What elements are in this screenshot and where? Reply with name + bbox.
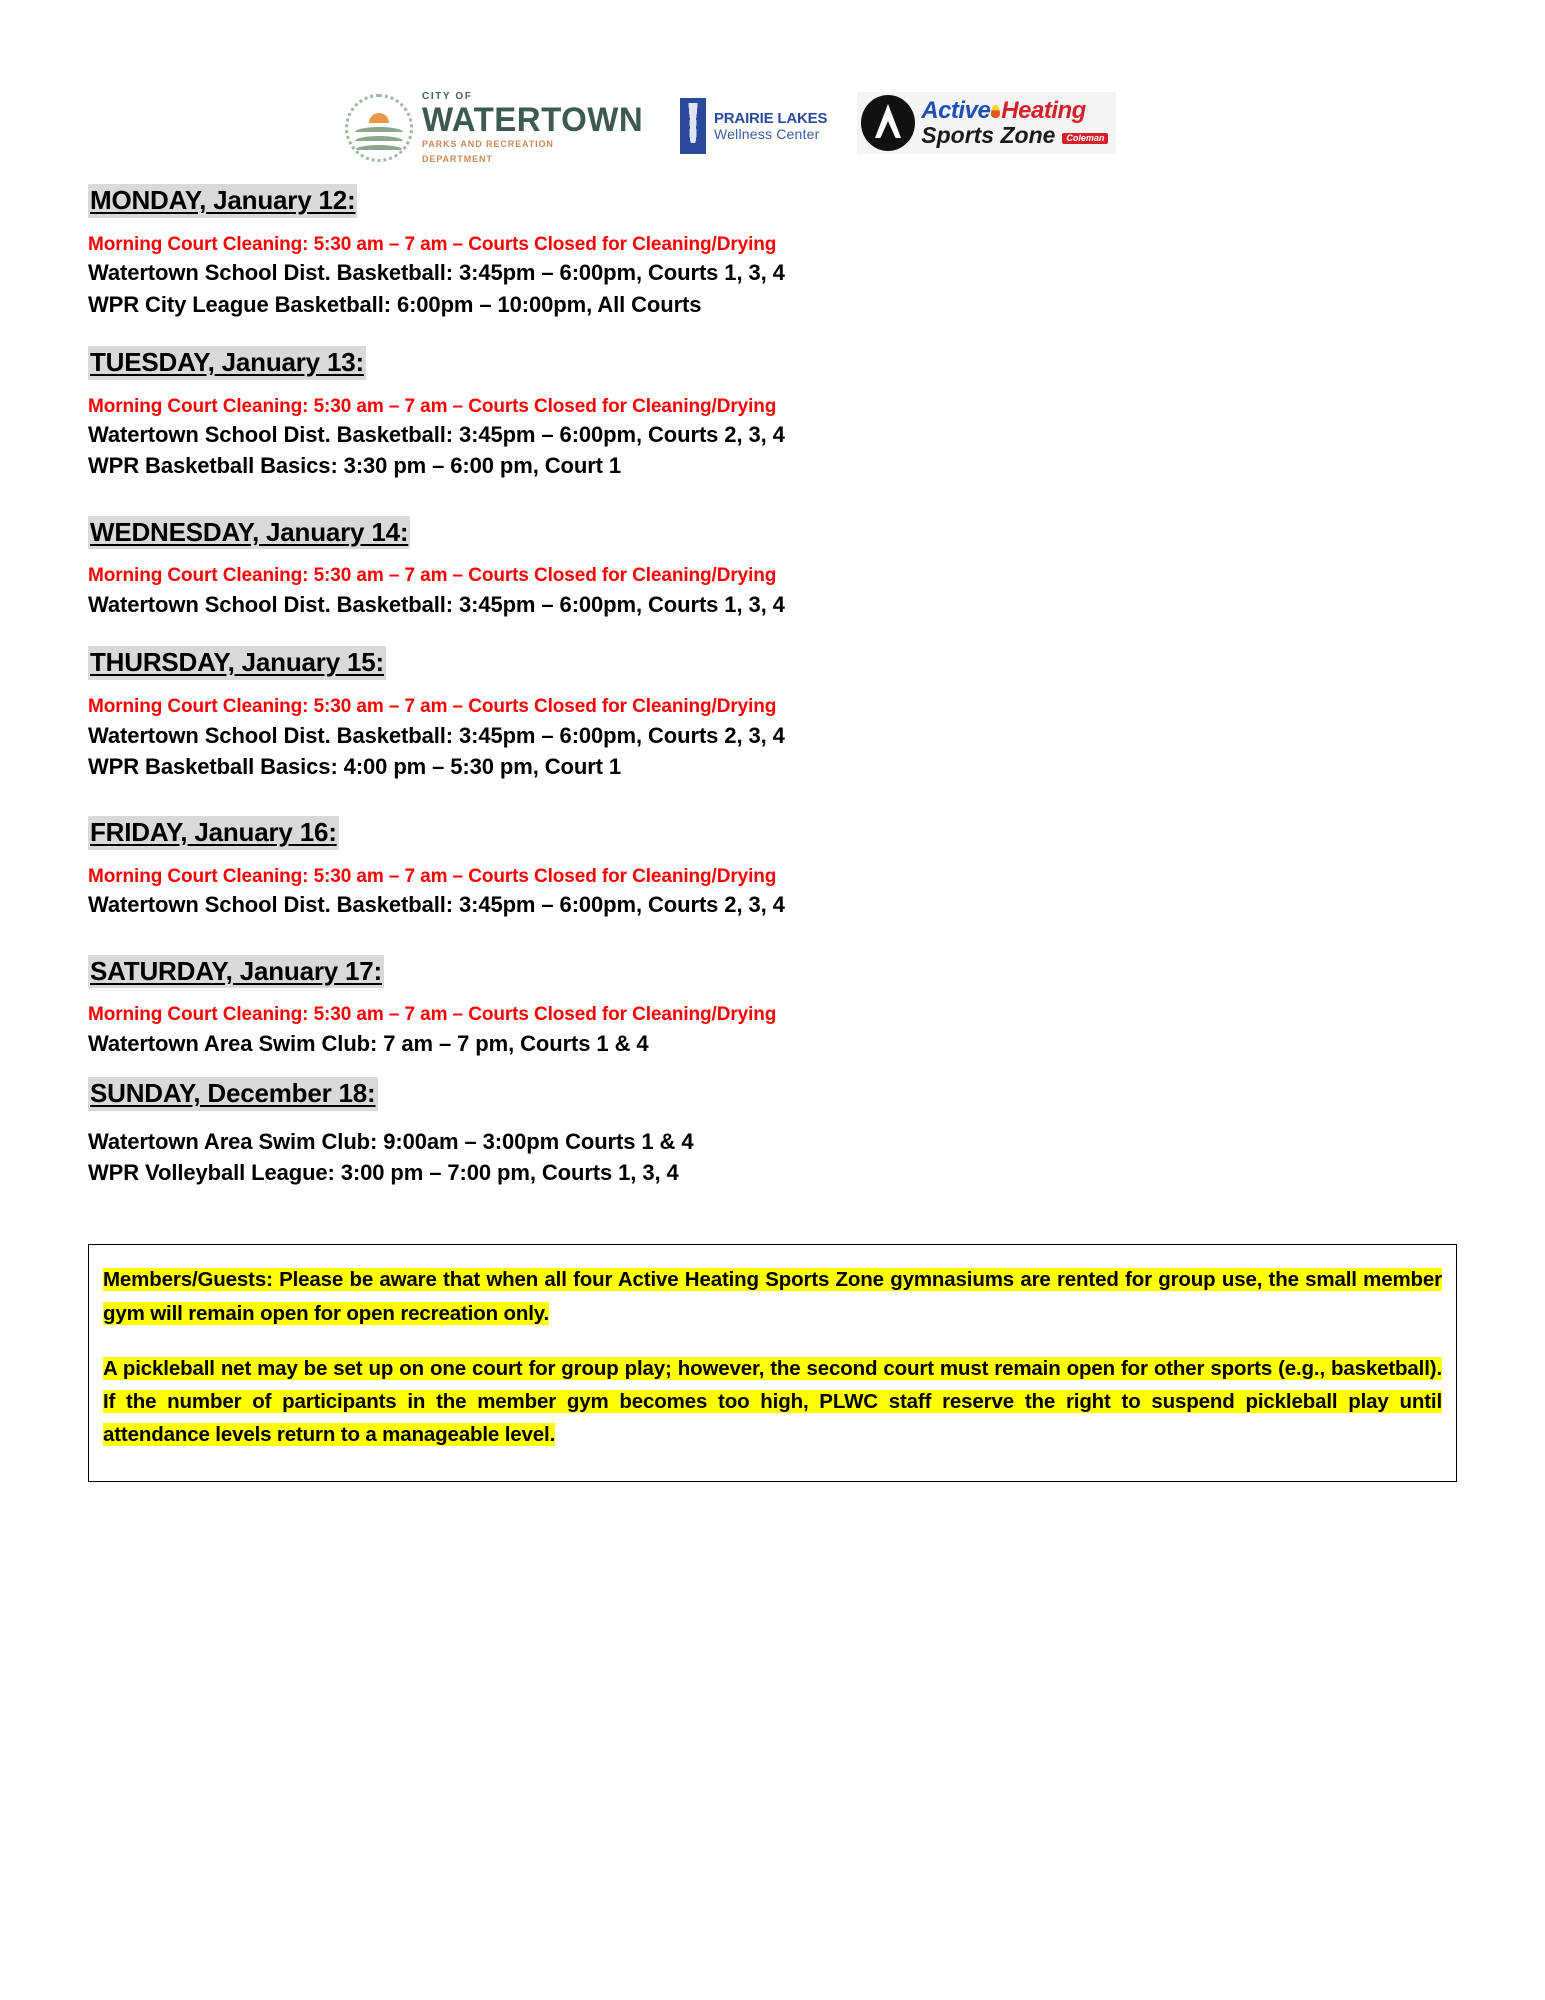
event-line: Watertown School Dist. Basketball: 3:45pm – 6:00pm, Courts 1, 3, 4 bbox=[88, 592, 785, 618]
day-events-friday bbox=[88, 865, 1457, 921]
wave-icon bbox=[355, 136, 403, 141]
watertown-title: WATERTOWN bbox=[422, 101, 644, 139]
spacer bbox=[88, 620, 1457, 646]
event-line: Watertown Area Swim Club: 9:00am – 3:00pm Courts 1 & 4 bbox=[88, 1128, 694, 1154]
cleaning-notice: Morning Court Cleaning: 5:30 am – 7 am – Courts Closed for Cleaning/Drying bbox=[88, 395, 777, 417]
coleman-badge: Coleman bbox=[1062, 133, 1108, 144]
event-line: Watertown School Dist. Basketball: 3:45pm – 6:00pm, Courts 1, 3, 4 bbox=[88, 260, 785, 286]
cleaning-notice: Morning Court Cleaning: 5:30 am – 7 am – Courts Closed for Cleaning/Drying bbox=[88, 233, 777, 255]
schedule-sheet bbox=[0, 184, 1545, 1188]
day-block-tuesday bbox=[88, 346, 1457, 482]
day-block-thursday bbox=[88, 646, 1457, 782]
active-heating-sports-zone-logo bbox=[857, 92, 1116, 154]
prairie-lakes-wellness-center-logo bbox=[680, 98, 827, 154]
cleaning-notice: Morning Court Cleaning: 5:30 am – 7 am – Courts Closed for Cleaning/Drying bbox=[88, 565, 777, 587]
spacer bbox=[88, 1059, 1457, 1077]
day-events-sunday bbox=[88, 1126, 1457, 1188]
spacer bbox=[88, 482, 1457, 516]
wheat-sheaf-icon bbox=[680, 98, 706, 154]
day-events-tuesday bbox=[88, 395, 1457, 482]
wave-icon bbox=[355, 145, 403, 150]
prairie-lakes-wordmark bbox=[714, 111, 827, 141]
city-of-watertown-logo bbox=[345, 92, 650, 165]
logo-header bbox=[0, 0, 1545, 184]
event-line: Watertown School Dist. Basketball: 3:45pm – 6:00pm, Courts 2, 3, 4 bbox=[88, 422, 785, 448]
event-line: Watertown Area Swim Club: 7 am – 7 pm, Courts 1 & 4 bbox=[88, 1031, 649, 1057]
notice-box bbox=[88, 1244, 1457, 1482]
day-heading-wednesday: WEDNESDAY, January 14: bbox=[88, 516, 410, 550]
notice-paragraph-1-text: Members/Guests: Please be aware that when all four Active Heating Sports Zone gymnasiums are rented for group use, the small member gym will remain open for open recreation only. bbox=[103, 1268, 1442, 1325]
day-events-wednesday bbox=[88, 564, 1457, 620]
prairie-lakes-subtitle: Wellness Center bbox=[714, 125, 820, 142]
day-block-saturday bbox=[88, 955, 1457, 1060]
watertown-wordmark bbox=[422, 92, 650, 165]
day-events-thursday bbox=[88, 695, 1457, 782]
event-line: Watertown School Dist. Basketball: 3:45pm – 6:00pm, Courts 2, 3, 4 bbox=[88, 892, 785, 918]
active-heating-line2 bbox=[921, 124, 1108, 147]
day-heading-friday: FRIDAY, January 16: bbox=[88, 816, 339, 850]
day-block-wednesday bbox=[88, 516, 1457, 621]
cleaning-notice: Morning Court Cleaning: 5:30 am – 7 am – Courts Closed for Cleaning/Drying bbox=[88, 1004, 777, 1026]
spacer bbox=[88, 320, 1457, 346]
active-heating-wordmark bbox=[921, 99, 1108, 147]
notice-paragraph-2 bbox=[103, 1352, 1442, 1452]
day-heading-tuesday: TUESDAY, January 13: bbox=[88, 346, 366, 380]
day-block-monday bbox=[88, 184, 1457, 320]
notice-paragraph-2-text: A pickleball net may be set up on one court for group play; however, the second court must remain open for other sports (e.g., basketball). If the number of participants in the member gym becomes too high, PLWC staff reserve the right to suspend pickleball play until attendance levels return to a manageable level. bbox=[103, 1356, 1442, 1447]
active-word: Active bbox=[921, 97, 991, 124]
watertown-seal-icon bbox=[345, 94, 413, 162]
day-heading-sunday: SUNDAY, December 18: bbox=[88, 1077, 378, 1111]
watertown-city-of-label: CITY OF bbox=[422, 91, 473, 102]
day-heading-thursday: THURSDAY, January 15: bbox=[88, 646, 386, 680]
cleaning-notice: Morning Court Cleaning: 5:30 am – 7 am – Courts Closed for Cleaning/Drying bbox=[88, 695, 777, 717]
event-line: WPR Volleyball League: 3:00 pm – 7:00 pm, Courts 1, 3, 4 bbox=[88, 1160, 679, 1186]
event-line: Watertown School Dist. Basketball: 3:45pm – 6:00pm, Courts 2, 3, 4 bbox=[88, 722, 785, 748]
watertown-subtitle-line1: PARKS AND RECREATION bbox=[422, 139, 554, 150]
day-block-sunday bbox=[88, 1077, 1457, 1188]
event-line: WPR City League Basketball: 6:00pm – 10:00pm, All Courts bbox=[88, 291, 702, 317]
active-heating-line1 bbox=[921, 99, 1108, 123]
event-line: WPR Basketball Basics: 4:00 pm – 5:30 pm, Court 1 bbox=[88, 753, 622, 779]
prairie-lakes-title: PRAIRIE LAKES bbox=[714, 109, 828, 127]
heating-word: Heating bbox=[1001, 97, 1086, 124]
spacer bbox=[88, 921, 1457, 955]
event-line: WPR Basketball Basics: 3:30 pm – 6:00 pm, Court 1 bbox=[88, 453, 622, 479]
sports-zone-word: Sports Zone bbox=[921, 122, 1056, 148]
day-block-friday bbox=[88, 816, 1457, 921]
spacer bbox=[0, 1188, 1545, 1244]
notice-paragraph-1 bbox=[103, 1263, 1442, 1329]
wave-icon bbox=[355, 127, 403, 132]
day-events-monday bbox=[88, 233, 1457, 320]
day-events-saturday bbox=[88, 1003, 1457, 1059]
spacer bbox=[88, 782, 1457, 816]
watertown-subtitle-line2: DEPARTMENT bbox=[422, 153, 493, 164]
sun-icon bbox=[369, 113, 389, 123]
mountain-peak-icon bbox=[861, 95, 915, 151]
day-heading-saturday: SATURDAY, January 17: bbox=[88, 955, 384, 989]
flame-icon bbox=[991, 105, 1000, 118]
day-heading-monday: MONDAY, January 12: bbox=[88, 184, 357, 218]
cleaning-notice: Morning Court Cleaning: 5:30 am – 7 am – Courts Closed for Cleaning/Drying bbox=[88, 865, 777, 887]
